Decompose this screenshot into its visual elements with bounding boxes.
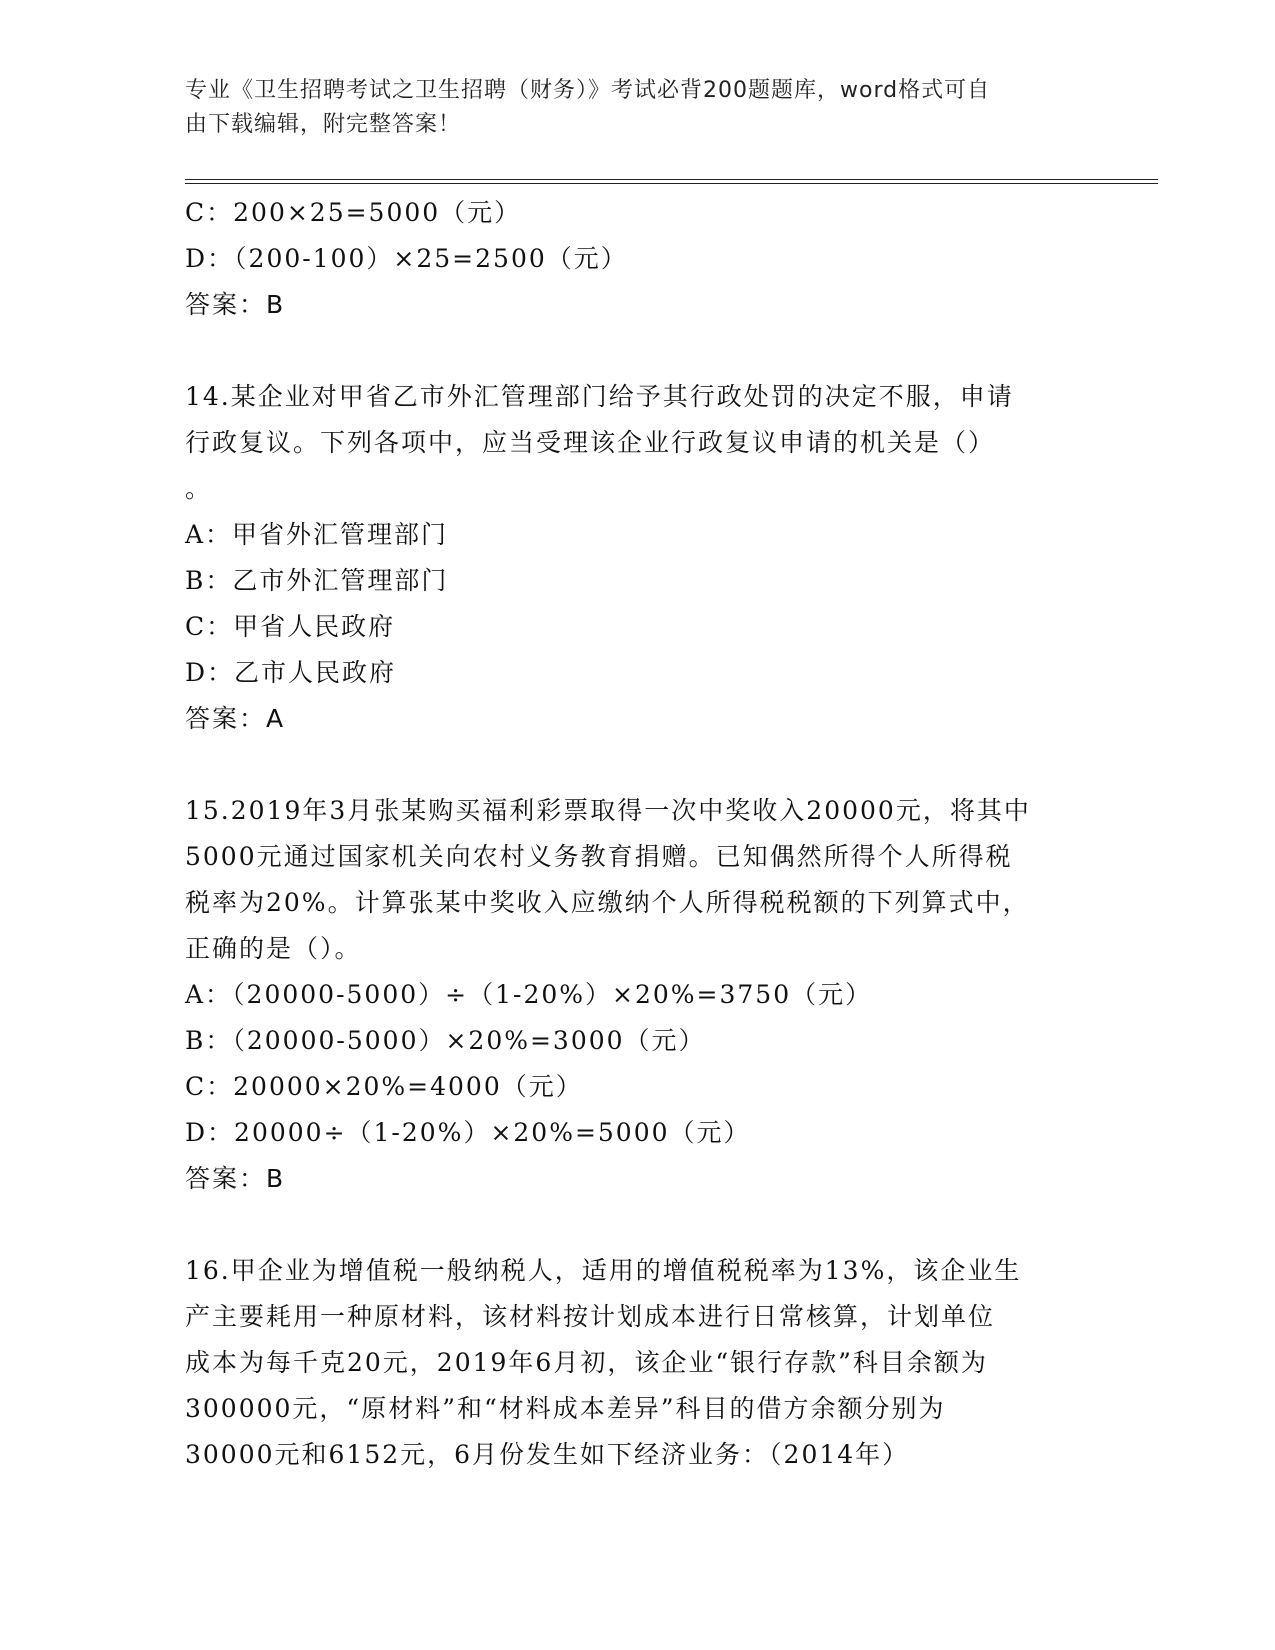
option-d: D：20000÷（1-20%）×20%=5000（元） bbox=[185, 1118, 751, 1147]
question-text-line: 15.2019年3月张某购买福利彩票取得一次中奖收入20000元，将其中 bbox=[185, 796, 1031, 825]
answer: 答案：B bbox=[185, 1164, 286, 1193]
option-b: B：乙市外汇管理部门 bbox=[185, 566, 449, 595]
question-14 bbox=[185, 374, 1085, 742]
option-d: D：（200-100）×25=2500（元） bbox=[185, 244, 628, 273]
option-d: D：乙市人民政府 bbox=[185, 658, 397, 687]
question-16 bbox=[185, 1248, 1085, 1478]
question-text-line: 成本为每千克20元，2019年6月初，该企业“银行存款”科目余额为 bbox=[185, 1348, 988, 1377]
option-c: C：甲省人民政府 bbox=[185, 612, 396, 641]
prev-question bbox=[185, 190, 1085, 328]
question-text-line: 。 bbox=[185, 474, 213, 503]
page-header bbox=[185, 74, 1065, 142]
document-body bbox=[185, 190, 1085, 1478]
option-c: C：20000×20%=4000（元） bbox=[185, 1072, 583, 1101]
question-text-line: 300000元，“原材料”和“材料成本差异”科目的借方余额分别为 bbox=[185, 1394, 946, 1423]
question-text-line: 产主要耗用一种原材料，该材料按计划成本进行日常核算，计划单位 bbox=[185, 1302, 996, 1331]
header-line-1: 专业《卫生招聘考试之卫生招聘（财务）》考试必背200题题库，word格式可自 bbox=[185, 78, 991, 103]
spacer bbox=[185, 328, 1085, 374]
question-15 bbox=[185, 788, 1085, 1202]
question-text-line: 14.某企业对甲省乙市外汇管理部门给予其行政处罚的决定不服，申请 bbox=[185, 382, 1014, 411]
header-divider-top bbox=[185, 179, 1158, 180]
answer: 答案：A bbox=[185, 704, 286, 733]
question-text-line: 行政复议。下列各项中，应当受理该企业行政复议申请的机关是（） bbox=[185, 428, 996, 457]
question-text-line: 税率为20%。计算张某中奖收入应缴纳个人所得税税额的下列算式中， bbox=[185, 888, 1030, 917]
option-c: C：200×25=5000（元） bbox=[185, 198, 522, 227]
spacer bbox=[185, 742, 1085, 788]
answer: 答案：B bbox=[185, 290, 286, 319]
question-text-line: 正确的是（）。 bbox=[185, 934, 362, 963]
question-text-line: 30000元和6152元，6月份发生如下经济业务：（2014年） bbox=[185, 1440, 910, 1469]
header-divider-bottom bbox=[185, 183, 1158, 184]
header-line-2: 由下载编辑，附完整答案！ bbox=[185, 112, 462, 137]
question-text-line: 5000元通过国家机关向农村义务教育捐赠。已知偶然所得个人所得税 bbox=[185, 842, 1013, 871]
option-b: B：（20000-5000）×20%=3000（元） bbox=[185, 1026, 706, 1055]
question-text-line: 16.甲企业为增值税一般纳税人，适用的增值税税率为13%，该企业生 bbox=[185, 1256, 1022, 1285]
option-a: A：甲省外汇管理部门 bbox=[185, 520, 449, 549]
spacer bbox=[185, 1202, 1085, 1248]
option-a: A：（20000-5000）÷（1-20%）×20%=3750（元） bbox=[185, 980, 873, 1009]
